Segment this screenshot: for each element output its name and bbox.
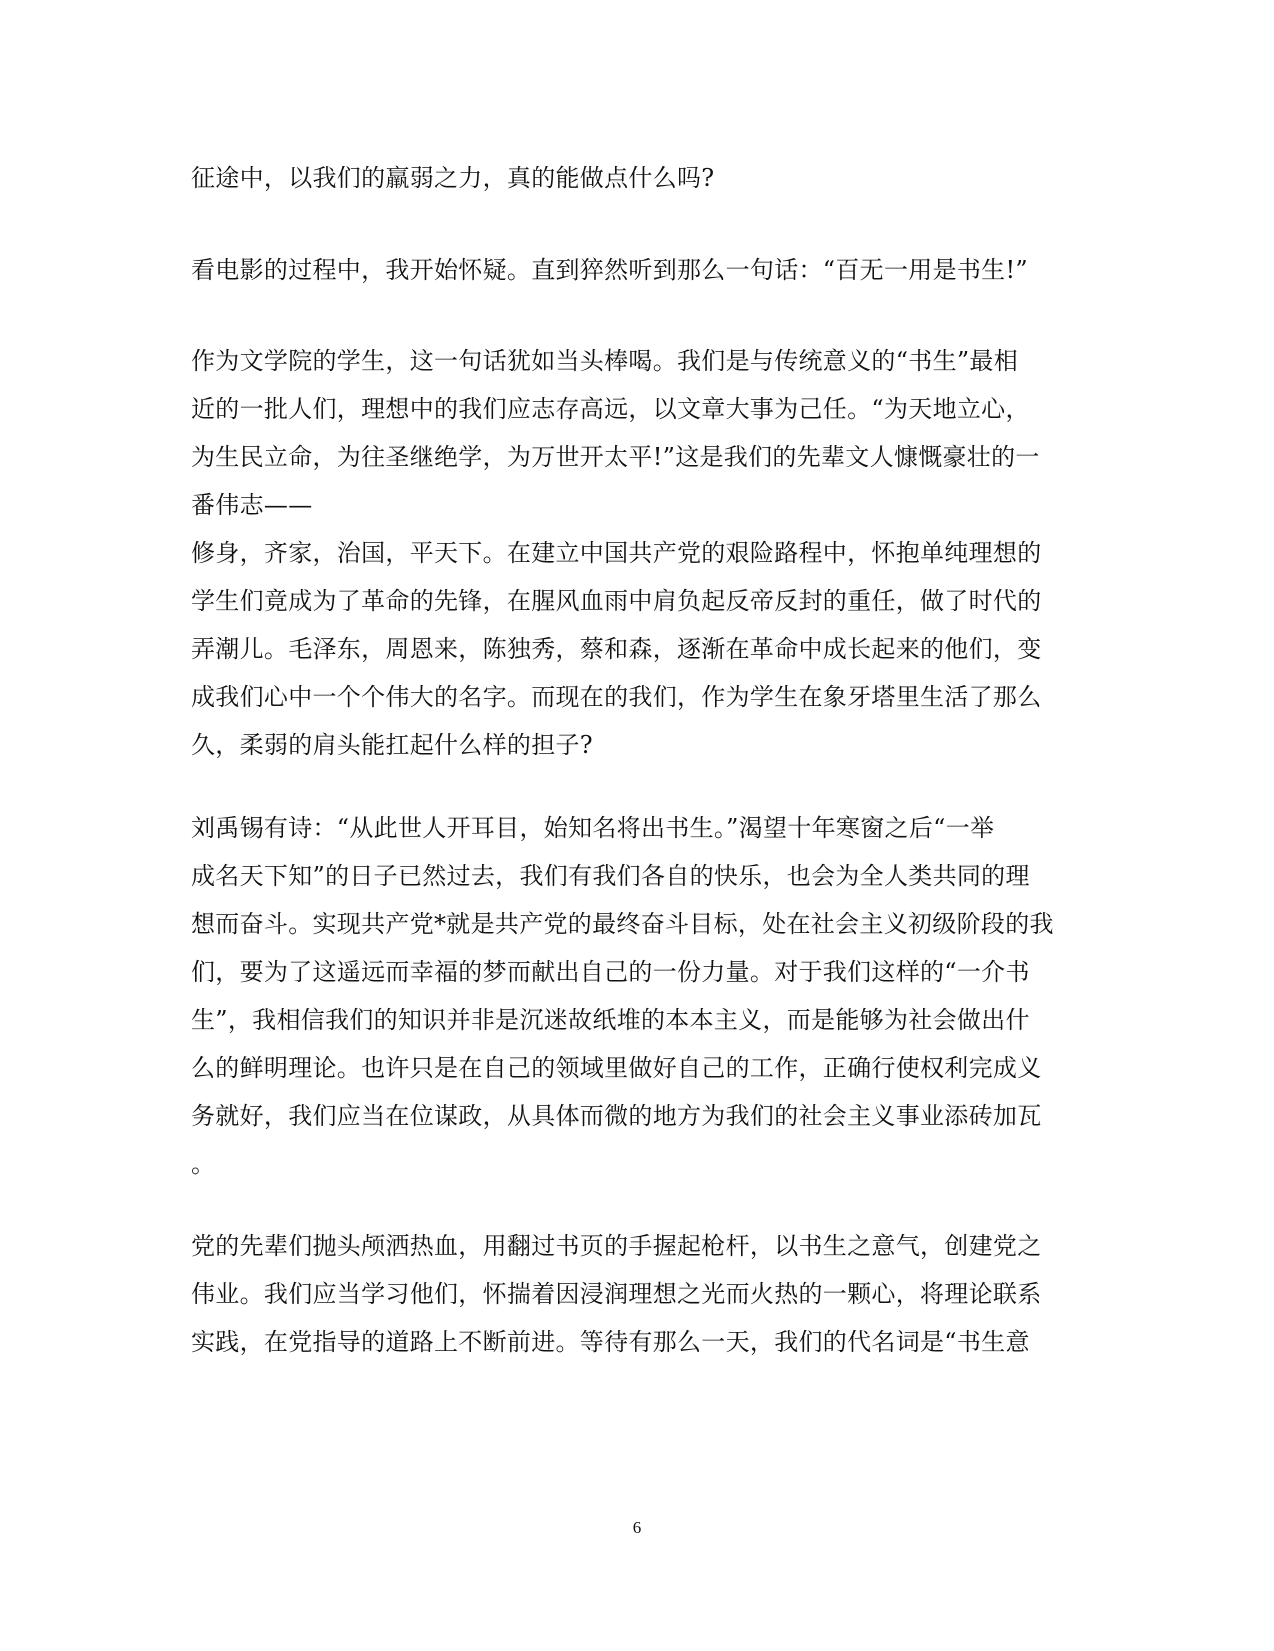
text-line: 成名天下知”的日子已然过去，我们有我们各自的快乐，也会为全人类共同的理 (191, 862, 1030, 890)
text-line: 实践，在党指导的道路上不断前进。等待有那么一天，我们的代名词是“书生意 (191, 1328, 1030, 1356)
text-line: 久，柔弱的肩头能扛起什么样的担子? (191, 731, 593, 759)
text-line: 么的鲜明理论。也许只是在自己的领域里做好自己的工作，正确行使权利完成义 (191, 1054, 1042, 1082)
text-line: 们，要为了这遥远而幸福的梦而献出自己的一份力量。对于我们这样的“一介书 (191, 958, 1030, 986)
text-line: 生”，我相信我们的知识并非是沉迷故纸堆的本本主义，而是能够为社会做出什 (191, 1006, 1030, 1034)
text-line: 近的一批人们，理想中的我们应志存高远，以文章大事为己任。“为天地立心， (191, 395, 1030, 423)
text-line: 弄潮儿。毛泽东，周恩来，陈独秀，蔡和森，逐渐在革命中成长起来的他们，变 (191, 635, 1042, 663)
paragraph-4 (191, 804, 1091, 1188)
text-line: 为生民立命，为往圣继绝学，为万世开太平!”这是我们的先辈文人慷慨豪壮的一 (191, 443, 1040, 471)
text-line: 党的先辈们抛头颅洒热血，用翻过书页的手握起枪杆，以书生之意气，创建党之 (191, 1232, 1042, 1260)
text-line: 成我们心中一个个伟大的名字。而现在的我们，作为学生在象牙塔里生活了那么 (191, 683, 1042, 711)
text-line: 修身，齐家，治国，平天下。在建立中国共产党的艰险路程中，怀抱单纯理想的 (191, 539, 1042, 567)
text-line: 番伟志—— (191, 491, 313, 519)
paragraph-2 (191, 246, 1091, 294)
paragraph-3 (191, 337, 1091, 769)
text-line: 征途中，以我们的羸弱之力，真的能做点什么吗? (191, 164, 715, 192)
text-line: 。 (191, 1150, 216, 1178)
page-number: 6 (632, 1518, 642, 1537)
text-line: 作为文学院的学生，这一句话犹如当头棒喝。我们是与传统意义的“书生”最相 (191, 347, 1019, 375)
text-line: 伟业。我们应当学习他们，怀揣着因浸润理想之光而火热的一颗心，将理论联系 (191, 1280, 1042, 1308)
text-line: 学生们竟成为了革命的先锋，在腥风血雨中肩负起反帝反封的重任，做了时代的 (191, 587, 1042, 615)
text-line: 看电影的过程中，我开始怀疑。直到猝然听到那么一句话：“百无一用是书生!” (191, 256, 1028, 284)
text-line: 务就好，我们应当在位谋政，从具体而微的地方为我们的社会主义事业添砖加瓦 (191, 1102, 1042, 1130)
paragraph-1 (191, 154, 1091, 202)
paragraph-5 (191, 1222, 1091, 1366)
text-line: 刘禹锡有诗：“从此世人开耳目，始知名将出书生。”渴望十年寒窗之后“一举 (191, 814, 995, 842)
text-line: 想而奋斗。实现共产党*就是共产党的最终奋斗目标，处在社会主义初级阶段的我 (191, 910, 1054, 938)
